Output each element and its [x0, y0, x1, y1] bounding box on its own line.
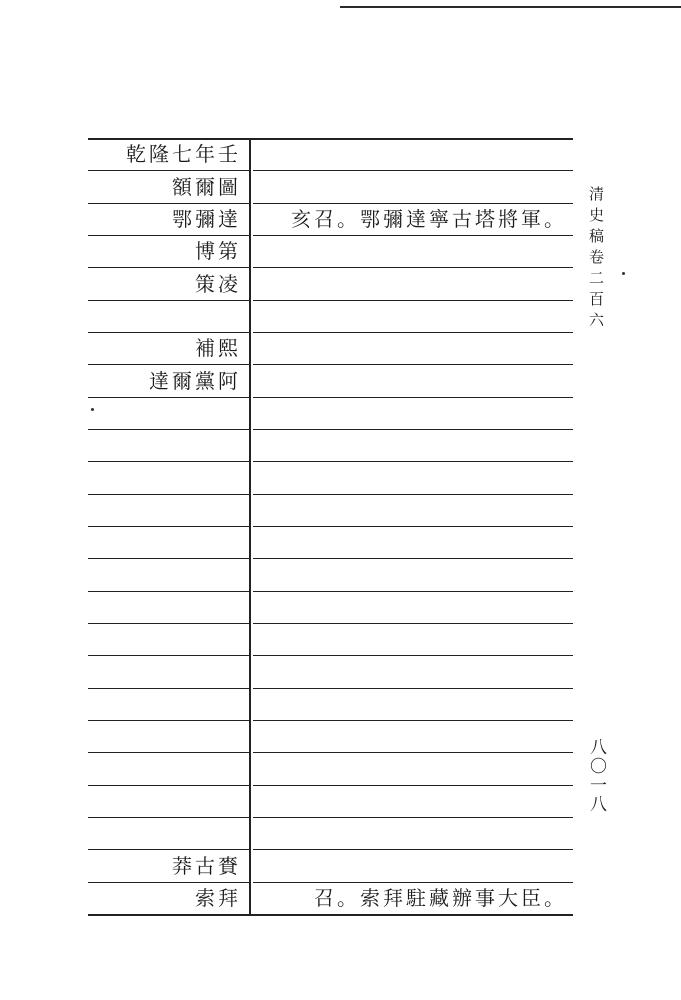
row-rule-right: [253, 235, 573, 236]
row-rule-left: [88, 300, 249, 301]
row-rule-left: [88, 591, 249, 592]
ink-speck: [91, 408, 94, 411]
minister-table: [88, 138, 573, 916]
row-rule-left: [88, 558, 249, 559]
row-rule-right: [253, 429, 573, 430]
row-rule-right: [253, 494, 573, 495]
row-rule-right: [253, 397, 573, 398]
row-rule-right: [253, 558, 573, 559]
row-rule-left: [88, 655, 249, 656]
row-rule-right: [253, 332, 573, 333]
table-bottom-rule: [88, 914, 573, 916]
row-rule-right: [253, 849, 573, 850]
row-rule-right: [253, 688, 573, 689]
row-rule-right: [253, 526, 573, 527]
row-rule-left: [88, 752, 249, 753]
row-rule-right: [253, 364, 573, 365]
row-rule-right: [253, 655, 573, 656]
row-rule-left: [88, 720, 249, 721]
event-record: 亥召。鄂彌達寧古塔將軍。: [291, 206, 567, 231]
volume-title: 清史稿卷二百六: [587, 186, 605, 333]
row-rule-left: [88, 461, 249, 462]
official-name: 達爾黨阿: [149, 368, 241, 393]
official-name: 博第: [195, 239, 241, 264]
page-number: 八〇一八: [586, 738, 606, 814]
ink-speck: [622, 272, 625, 275]
row-rule-left: [88, 429, 249, 430]
event-record: 召。索拜駐藏辦事大臣。: [314, 885, 567, 910]
row-rule-right: [253, 623, 573, 624]
row-rule-right: [253, 785, 573, 786]
official-name: 莽古賚: [172, 853, 241, 878]
row-rule-left: [88, 785, 249, 786]
row-rule-right: [253, 752, 573, 753]
column-divider: [249, 138, 251, 916]
row-rule-right: [253, 267, 573, 268]
row-rule-left: [88, 494, 249, 495]
row-rule-left: [88, 526, 249, 527]
row-rule-right: [253, 170, 573, 171]
row-rule-left: [88, 817, 249, 818]
row-rule-right: [253, 720, 573, 721]
top-rule: [340, 6, 681, 8]
official-name: 乾隆七年壬: [126, 142, 241, 167]
row-rule-left: [88, 688, 249, 689]
row-rule-right: [253, 461, 573, 462]
official-name: 額爾圖: [172, 174, 241, 199]
official-name: 鄂彌達: [172, 206, 241, 231]
row-rule-right: [253, 591, 573, 592]
row-rule-left: [88, 623, 249, 624]
official-name: 策凌: [195, 271, 241, 296]
row-rule-right: [253, 817, 573, 818]
row-rule-right: [253, 300, 573, 301]
row-rule-left: [88, 397, 249, 398]
official-name: 索拜: [195, 885, 241, 910]
official-name: 補熙: [195, 336, 241, 361]
